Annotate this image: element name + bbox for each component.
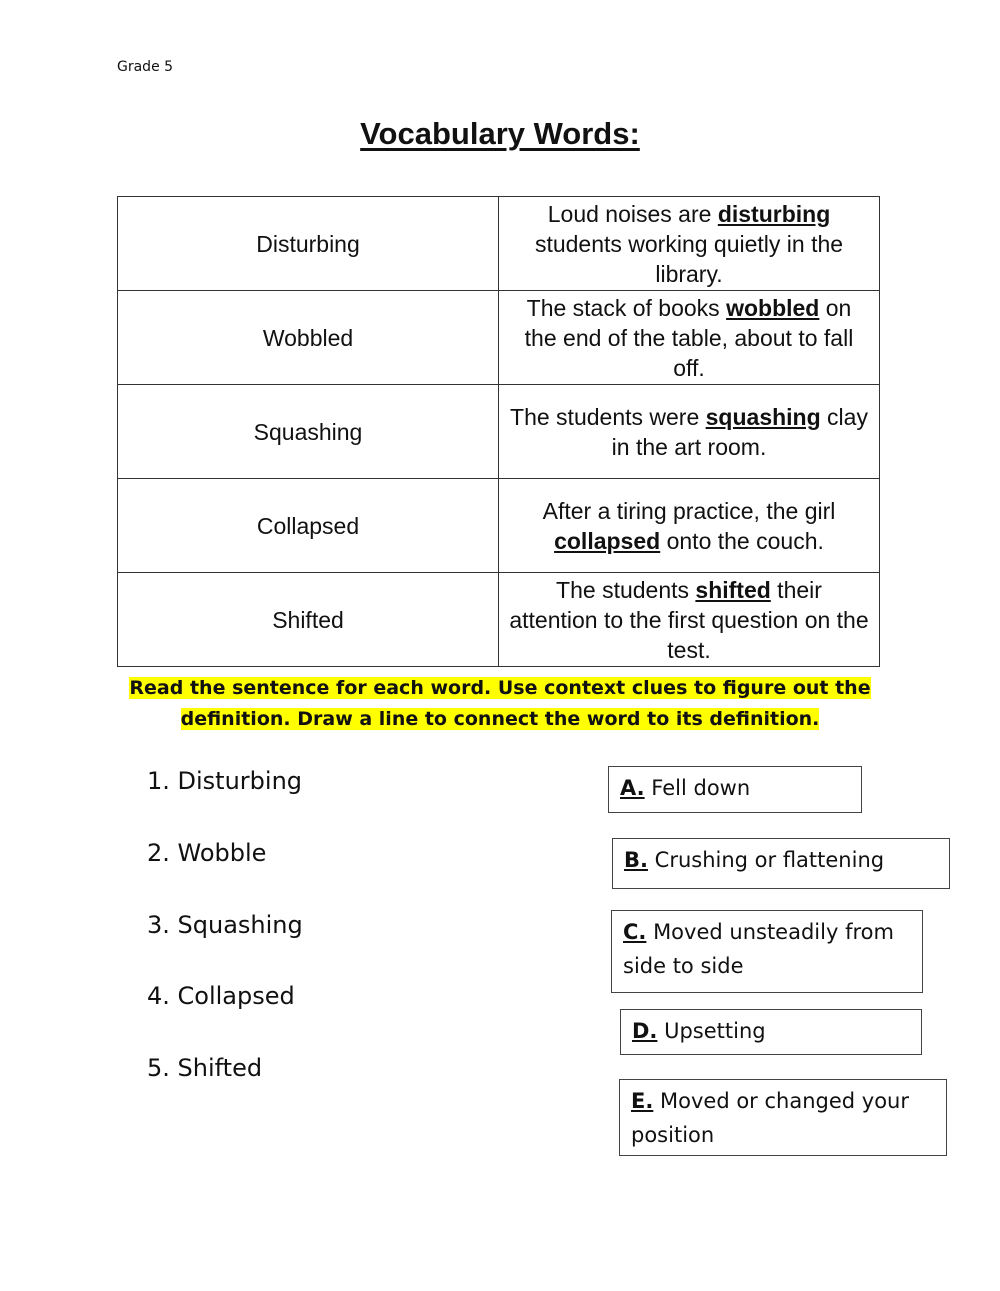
table-row bbox=[118, 479, 880, 573]
sentence-keyword: wobbled bbox=[726, 294, 820, 321]
table-row bbox=[118, 197, 880, 291]
definition-text: Crushing or flattening bbox=[647, 848, 885, 872]
example-sentence: Loud noises are disturbing students working quietly in the library. bbox=[499, 197, 880, 291]
definition-box-a[interactable] bbox=[608, 766, 862, 813]
sentence-keyword: disturbing bbox=[717, 200, 831, 227]
vocab-word: Wobbled bbox=[118, 291, 499, 385]
definition-text: Moved or changed your position bbox=[631, 1089, 909, 1147]
definition-letter: C. bbox=[623, 920, 647, 944]
example-sentence: The stack of books wobbled on the end of the table, about to fall off. bbox=[499, 291, 880, 385]
word-list-item-2[interactable]: 2. Wobble bbox=[147, 839, 267, 867]
definition-text: Moved unsteadily from side to side bbox=[623, 920, 894, 978]
word-list-item-1[interactable]: 1. Disturbing bbox=[147, 767, 303, 795]
definition-box-c[interactable] bbox=[611, 910, 923, 993]
definition-text: Upsetting bbox=[657, 1019, 766, 1043]
definition-box-b[interactable] bbox=[612, 838, 950, 889]
table-row bbox=[118, 291, 880, 385]
vocab-word: Shifted bbox=[118, 573, 499, 667]
sentence-keyword: collapsed bbox=[554, 527, 661, 554]
vocab-word: Disturbing bbox=[118, 197, 499, 291]
table-row bbox=[118, 573, 880, 667]
instructions-line-2: definition. Draw a line to connect the word to its definition. bbox=[180, 708, 820, 730]
page-title: Vocabulary Words: bbox=[360, 116, 640, 151]
sentence-keyword: shifted bbox=[695, 576, 771, 603]
grade-label: Grade 5 bbox=[117, 59, 174, 75]
definition-letter: E. bbox=[631, 1089, 654, 1113]
sentence-keyword: squashing bbox=[705, 403, 821, 430]
example-sentence: After a tiring practice, the girl collapsed onto the couch. bbox=[499, 479, 880, 573]
vocab-word: Collapsed bbox=[118, 479, 499, 573]
instructions-line-1: Read the sentence for each word. Use context clues to figure out the bbox=[129, 677, 871, 699]
definition-box-d[interactable] bbox=[620, 1009, 922, 1055]
definition-letter: B. bbox=[624, 848, 648, 872]
example-sentence: The students shifted their attention to the first question on the test. bbox=[499, 573, 880, 667]
vocab-word: Squashing bbox=[118, 385, 499, 479]
instructions bbox=[100, 673, 900, 735]
table-row bbox=[118, 385, 880, 479]
word-list-item-3[interactable]: 3. Squashing bbox=[147, 911, 303, 939]
definition-box-e[interactable] bbox=[619, 1079, 947, 1156]
definition-text: Fell down bbox=[644, 776, 751, 800]
word-list-item-4[interactable]: 4. Collapsed bbox=[147, 982, 295, 1010]
example-sentence: The students were squashing clay in the art room. bbox=[499, 385, 880, 479]
vocabulary-table bbox=[117, 196, 880, 667]
definition-letter: A. bbox=[620, 776, 645, 800]
word-list-item-5[interactable]: 5. Shifted bbox=[147, 1054, 263, 1082]
definition-letter: D. bbox=[632, 1019, 658, 1043]
